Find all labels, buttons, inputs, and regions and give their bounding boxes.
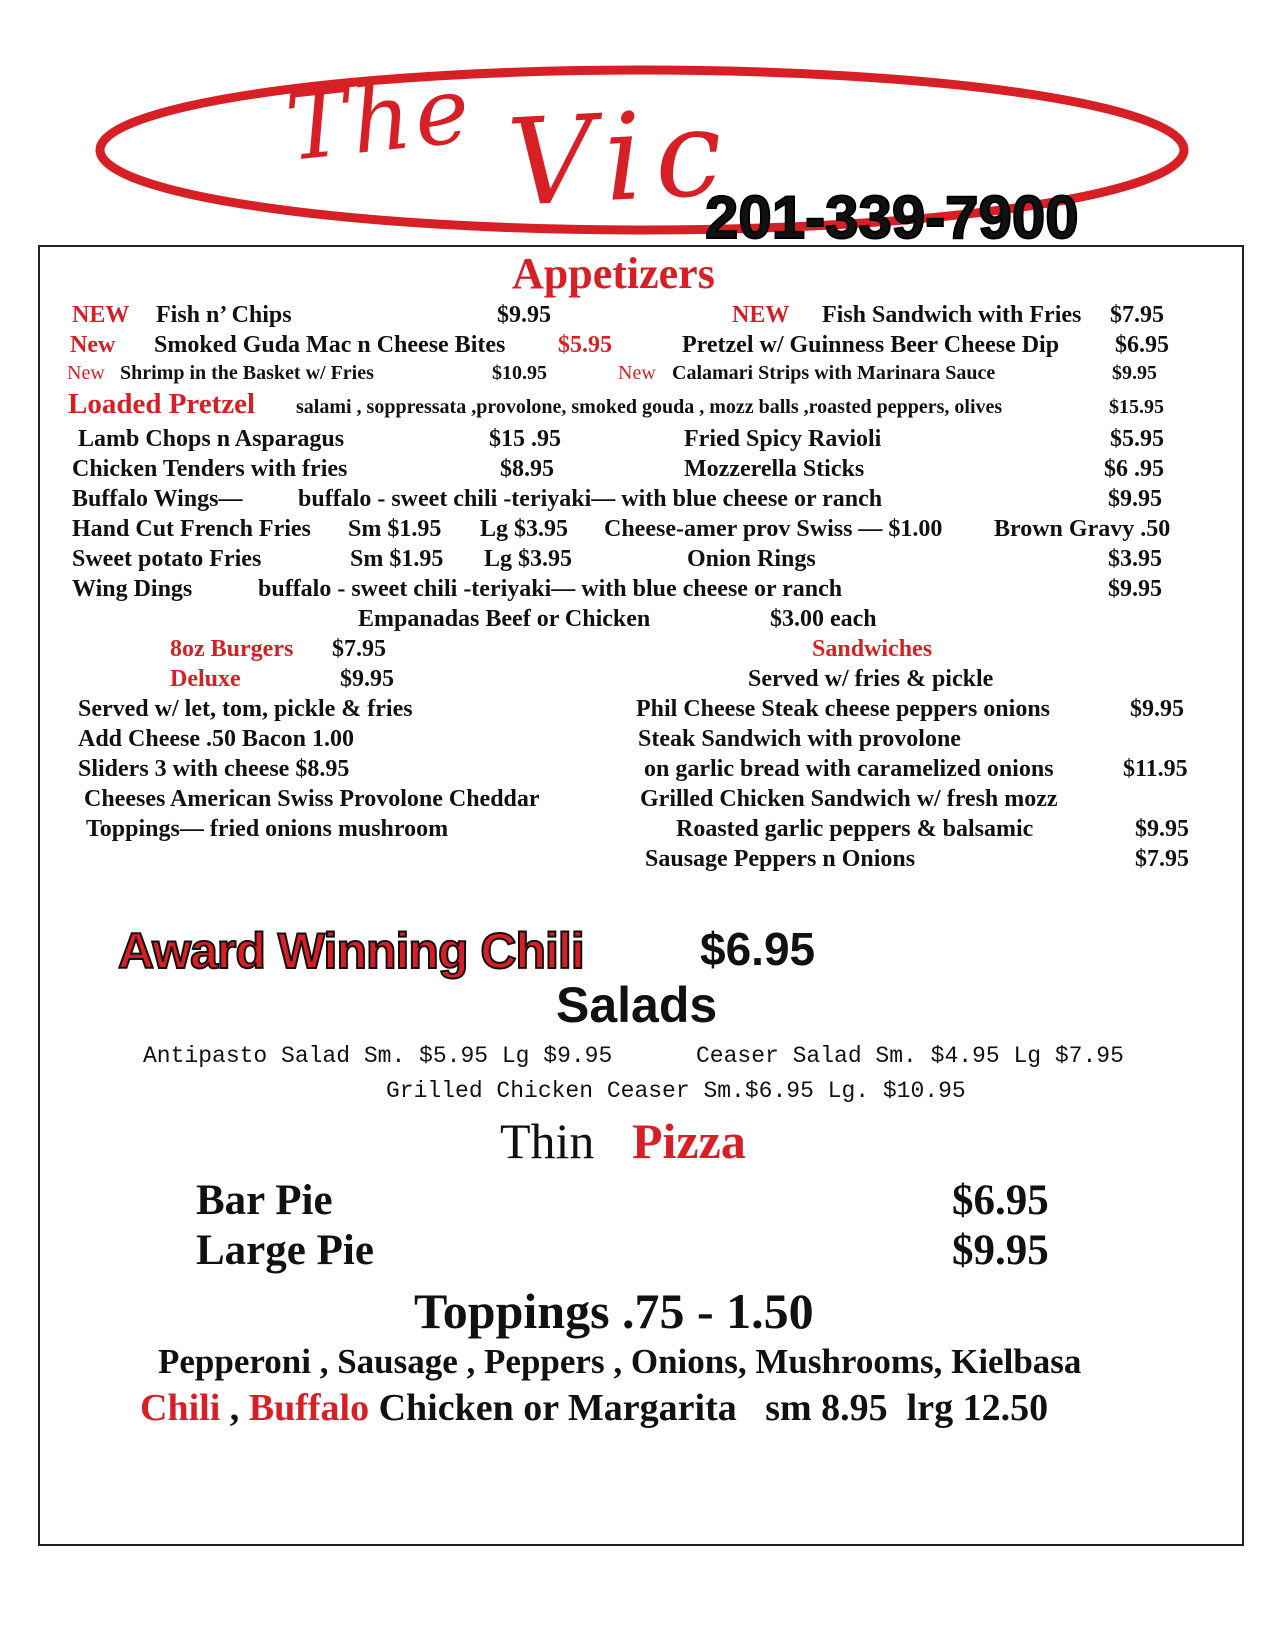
menu-item: Fish Sandwich with Fries — [822, 302, 1082, 328]
toppings-title: Toppings .75 - 1.50 — [414, 1283, 814, 1339]
new-tag: New — [67, 362, 105, 384]
menu-price: Sm $1.95 — [348, 516, 442, 542]
chili-label: Award Winning Chili — [118, 923, 584, 979]
menu-price: $5.95 — [1110, 426, 1164, 452]
menu-item-desc: salami , soppressata ,provolone, smoked gouda , mozz balls ,roasted peppers, olives — [296, 396, 1003, 418]
menu-item: Wing Dings — [72, 576, 193, 602]
menu-price: $7.95 — [1135, 846, 1189, 872]
svg-text:The: The — [281, 55, 479, 182]
specialty-pizzas — [140, 1386, 1048, 1430]
menu-item: Phil Cheese Steak cheese peppers onions — [636, 696, 1050, 722]
menu-price: Sm $1.95 — [350, 546, 444, 572]
menu-price: $7.95 — [1110, 302, 1164, 328]
menu-price: $9.95 — [340, 666, 394, 692]
menu-item: Smoked Guda Mac n Cheese Bites — [154, 332, 506, 358]
menu-price: Lg $3.95 — [484, 546, 573, 572]
menu-price: $6.95 — [952, 1177, 1049, 1224]
menu-item: Empanadas Beef or Chicken — [358, 606, 651, 632]
menu-price: $9.95 — [952, 1227, 1049, 1274]
menu-item: Large Pie — [196, 1227, 374, 1274]
menu-item: on garlic bread with caramelized onions — [644, 756, 1054, 782]
menu-item: Onion Rings — [687, 546, 816, 572]
menu-price: $10.95 — [492, 362, 547, 384]
menu-item-desc: buffalo - sweet chili -teriyaki— with blue cheese or ranch — [258, 576, 843, 602]
menu-item: Cheese-amer prov Swiss — $1.00 — [604, 516, 943, 542]
chili-price: $6.95 — [700, 923, 816, 975]
menu-price: $9.95 — [1108, 486, 1162, 512]
menu-item: Fried Spicy Ravioli — [684, 426, 882, 452]
salad-line: Grilled Chicken Ceaser Sm.$6.95 Lg. $10.95 — [386, 1078, 966, 1104]
burger-line: Toppings— fried onions mushroom — [86, 816, 449, 842]
menu-item: Mozzerella Sticks — [684, 456, 865, 482]
new-tag: NEW — [732, 302, 790, 328]
menu-price: Lg $3.95 — [480, 516, 569, 542]
burger-line: Add Cheese .50 Bacon 1.00 — [78, 726, 355, 752]
menu-item: Chicken Tenders with fries — [72, 456, 348, 482]
menu-price: $9.95 — [1130, 696, 1184, 722]
menu-price: $3.00 each — [770, 606, 877, 632]
menu-item: Buffalo Wings— — [72, 486, 243, 512]
menu-item: Sweet potato Fries — [72, 546, 262, 572]
menu-price: $9.95 — [1135, 816, 1189, 842]
new-tag: New — [70, 332, 116, 358]
menu-item: Fish n’ Chips — [156, 302, 292, 328]
pizza-title-thin: Thin — [500, 1113, 595, 1169]
svg-text:Vic: Vic — [504, 83, 738, 234]
menu-price: $9.95 — [497, 302, 551, 328]
separator: , — [220, 1387, 249, 1429]
menu-item-desc: buffalo - sweet chili -teriyaki— with blue cheese or ranch — [298, 486, 883, 512]
phone-number: 201-339-7900 — [705, 184, 1079, 251]
burger-line: Sliders 3 with cheese $8.95 — [78, 756, 350, 782]
menu-item: Steak Sandwich with provolone — [638, 726, 961, 752]
deluxe-label: Deluxe — [170, 666, 241, 692]
menu-price: $3.95 — [1108, 546, 1162, 572]
menu-item: Roasted garlic peppers & balsamic — [676, 816, 1034, 842]
menu-item: Brown Gravy .50 — [994, 516, 1171, 542]
burger-line: Served w/ let, tom, pickle & fries — [78, 696, 413, 722]
menu-price: $5.95 — [558, 332, 612, 358]
menu-item: Calamari Strips with Marinara Sauce — [672, 362, 996, 384]
menu-price: $11.95 — [1123, 756, 1188, 782]
salads-title: Salads — [556, 977, 718, 1033]
menu-item: Lamb Chops n Asparagus — [78, 426, 345, 452]
pizza-title: Pizza — [632, 1113, 746, 1169]
sandwiches-subtitle: Served w/ fries & pickle — [748, 666, 994, 692]
menu-price: $9.95 — [1108, 576, 1162, 602]
burgers-title: 8oz Burgers — [170, 636, 294, 662]
menu-item: Bar Pie — [196, 1177, 333, 1224]
menu-price: $6 .95 — [1104, 456, 1164, 482]
buffalo-pizza: Buffalo — [248, 1387, 370, 1429]
new-tag: New — [618, 362, 656, 384]
burger-line: Cheeses American Swiss Provolone Cheddar — [84, 786, 540, 812]
loaded-pretzel-title: Loaded Pretzel — [68, 388, 256, 420]
salad-line: Ceaser Salad Sm. $4.95 Lg $7.95 — [696, 1043, 1124, 1069]
menu-price: $8.95 — [500, 456, 554, 482]
menu-price: $7.95 — [332, 636, 386, 662]
menu-price: $9.95 — [1112, 362, 1157, 384]
new-tag: NEW — [72, 302, 130, 328]
salad-line: Antipasto Salad Sm. $5.95 Lg $9.95 — [143, 1043, 613, 1069]
menu-item: Grilled Chicken Sandwich w/ fresh mozz — [640, 786, 1058, 812]
menu-price: $6.95 — [1115, 332, 1169, 358]
chili-pizza: Chili — [140, 1387, 221, 1429]
menu-item: Sausage Peppers n Onions — [645, 846, 916, 872]
appetizers-title: Appetizers — [512, 249, 715, 298]
sandwiches-title: Sandwiches — [812, 636, 933, 662]
menu-item: Pretzel w/ Guinness Beer Cheese Dip — [682, 332, 1060, 358]
menu-price: $15 .95 — [489, 426, 561, 452]
menu-item: Hand Cut French Fries — [72, 516, 311, 542]
toppings-list: Pepperoni , Sausage , Peppers , Onions, Mushrooms, Kielbasa — [158, 1342, 1082, 1381]
menu-item: Shrimp in the Basket w/ Fries — [120, 362, 374, 384]
menu-price: $15.95 — [1109, 396, 1164, 418]
specialty-rest: Chicken or Margarita sm 8.95 lrg 12.50 — [369, 1387, 1049, 1429]
